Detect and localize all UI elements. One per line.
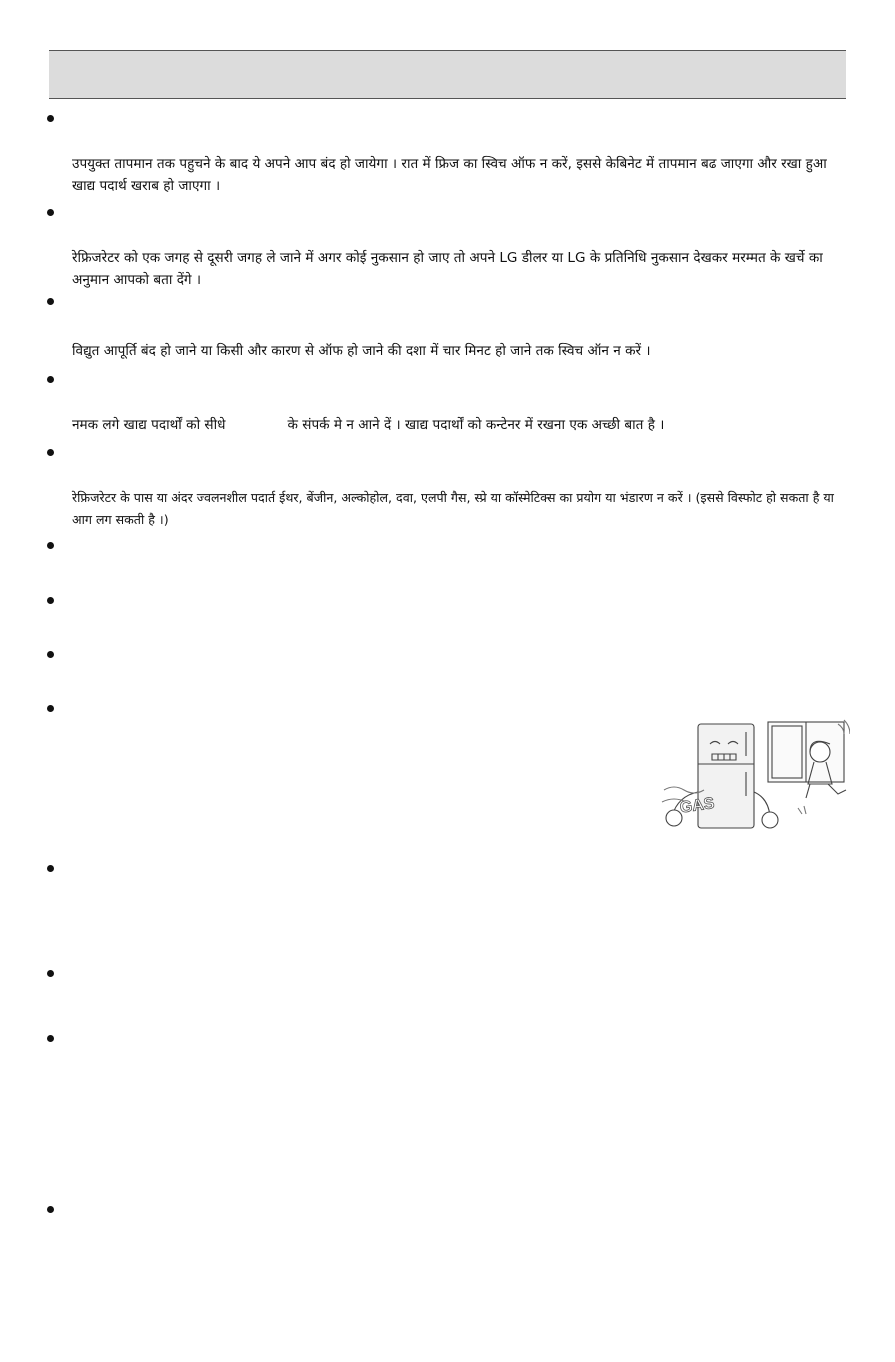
paragraph-power-restart: विद्युत आपूर्ति बंद हो जाने या किसी और कारण से ऑफ हो जाने की दशा में चार मिनट हो जाने तक स्विच ऑन न करें । (72, 343, 651, 359)
paragraph-auto-off: उपयुक्त तापमान तक पहुचने के बाद ये अपने आप बंद हो जायेगा । रात में फ्रिज का स्विच ऑफ न करें, इससे केबिनेट में तापमान बढ जाएगा और रखा हुआ खाद्य पदार्थ खराब हो जाएगा । (72, 156, 827, 194)
paragraph-moving-damage: रेफ्रिजरेटर को एक जगह से दूसरी जगह ले जाने में अगर कोई नुकसान हो जाए तो अपने LG डीलर या LG के प्रतिनिधि नुकसान देखकर मरम्मत के खर्चे का अनुमान आपको बता देंगे । (72, 250, 823, 288)
bullet-1 (47, 115, 54, 122)
paragraph-salted-food-start: नमक लगे खाद्य पदार्थों को सीधे (72, 417, 226, 433)
bullet-9 (47, 705, 54, 712)
bullet-2 (47, 209, 54, 216)
bullet-12 (47, 1035, 54, 1042)
bullet-11 (47, 970, 54, 977)
bullet-8 (47, 651, 54, 658)
bullet-5 (47, 449, 54, 456)
paragraph-flammables: रेफ्रिजरेटर के पास या अंदर ज्वलनशील पदार्त ईथर, बेंजीन, अल्कोहोल, दवा, एलपी गैस, स्प्रे या कॉस्मेटिक्स का प्रयोग या भंडारण न करें । (इससे विस्फोट हो सकता है या आग लग सकती है ।) (72, 490, 834, 527)
bullet-4 (47, 376, 54, 383)
gas-leak-illustration (660, 712, 850, 834)
section-header-bar (49, 50, 846, 99)
paragraph-salted-food-end: के संपर्क मे न आने दें । खाद्य पदार्थों को कन्टेनर में रखना एक अच्छी बात है । (287, 417, 665, 433)
paragraph-salted-food (72, 414, 848, 436)
bullet-10 (47, 865, 54, 872)
bullet-3 (47, 298, 54, 305)
bullet-7 (47, 597, 54, 604)
bullet-13 (47, 1206, 54, 1213)
gas-label: GAS (678, 795, 716, 817)
child-icon (810, 742, 830, 762)
bullet-6 (47, 542, 54, 549)
